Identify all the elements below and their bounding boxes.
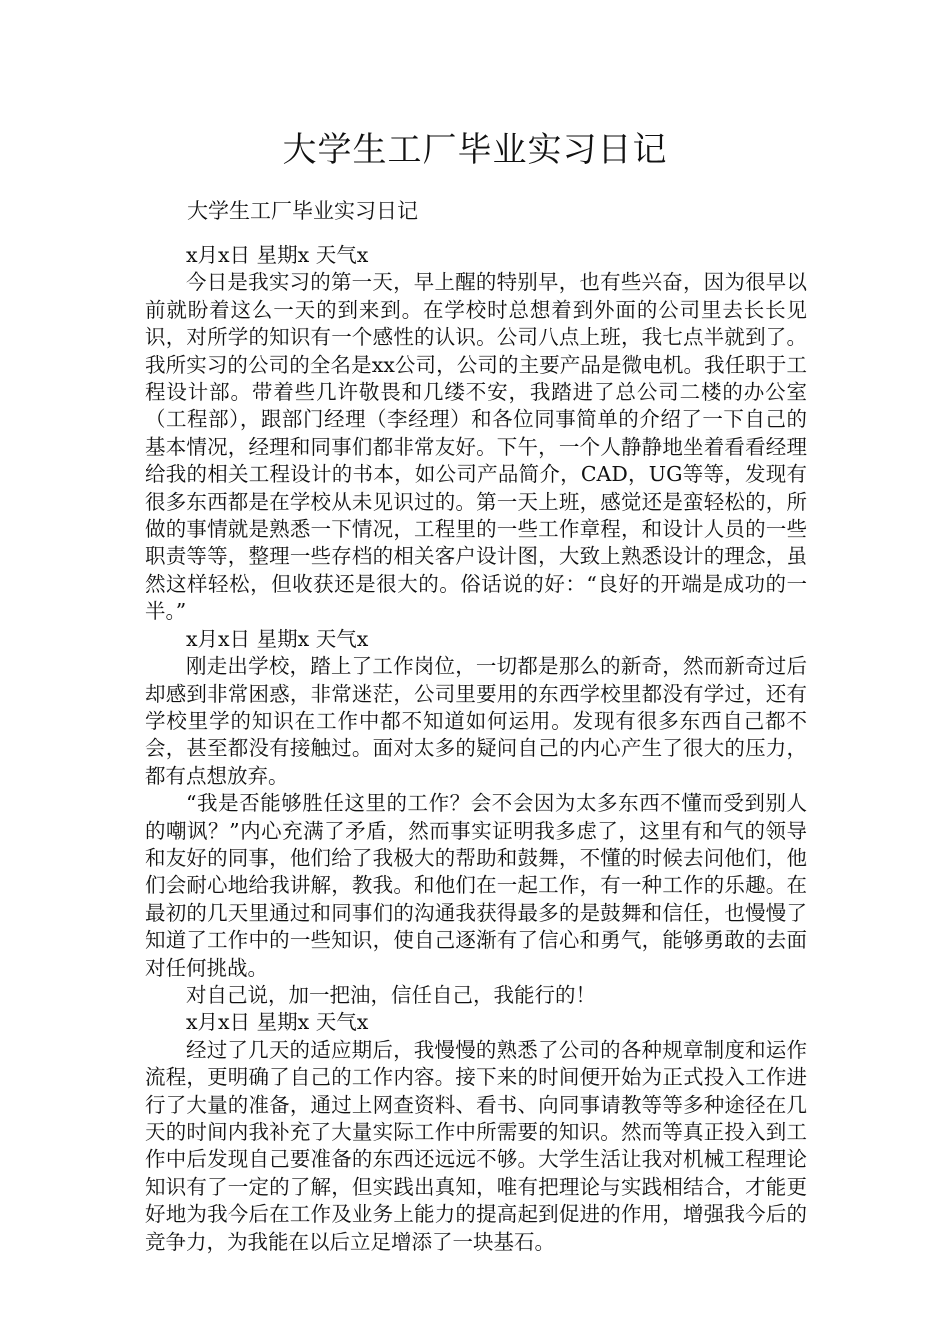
diary-date-1: x月x日 星期x 天气x	[186, 243, 369, 267]
diary-paragraph-1: 今日是我实习的第一天，早上醒的特别早，也有些兴奋，因为很早以前就盼着这么一天的到来到。在学校时总想着到外面的公司里去长长见识，对所学的知识有一个感性的认识。公司八点上班，我七点半就到了。我所实习的公司的全名是xx公司，公司的主要产品是微电机。我任职于工程设计部。带着些几许敬畏和几缕不安，我踏进了总公司二楼的办公室（工程部），跟部门经理（李经理）和各位同事简单的介绍了一下自己的基本情况，经理和同事们都非常友好。下午，一个人静静地坐着看看经理给我的相关工程设计的书本，如公司产品简介，CAD，UG等等，发现有很多东西都是在学校从未见识过的。第一天上班，感觉还是蛮轻松的，所做的事情就是熟悉一下情况，工程里的一些工作章程，和设计人员的一些职责等等，整理一些存档的相关客户设计图，大致上熟悉设计的理念，虽然这样轻松，但收获还是很大的。俗话说的好：“良好的开端是成功的一半。”	[145, 270, 807, 624]
document-body	[145, 196, 807, 1256]
document-title: 大学生工厂毕业实习日记	[282, 130, 668, 170]
document-subtitle: 大学生工厂毕业实习日记	[187, 199, 418, 223]
diary-paragraph-4: 对自己说，加一把油，信任自己，我能行的！	[186, 982, 596, 1007]
diary-paragraph-3: “我是否能够胜任这里的工作？会不会因为太多东西不懂而受到别人的嘲讽？”内心充满了矛盾，然而事实证明我多虑了，这里有和气的领导和友好的同事，他们给了我极大的帮助和鼓舞，不懂的时候去问他们，他们会耐心地给我讲解，教我。和他们在一起工作，有一种工作的乐趣。在最初的几天里通过和同事们的沟通我获得最多的是鼓舞和信任，也慢慢了知道了工作中的一些知识，使自己逐渐有了信心和勇气，能够勇敢的去面对任何挑战。	[145, 791, 807, 980]
diary-date-3: x月x日 星期x 天气x	[186, 1010, 369, 1035]
diary-paragraph-2: 刚走出学校，踏上了工作岗位，一切都是那么的新奇，然而新奇过后却感到非常困惑，非常迷茫，公司里要用的东西学校里都没有学过，还有学校里学的知识在工作中都不知道如何运用。发现有很多东西自己都不会，甚至都没有接触过。面对太多的疑问自己的内心产生了很大的压力，都有点想放弃。	[145, 654, 807, 788]
diary-date-2: x月x日 星期x 天气x	[186, 626, 369, 651]
diary-paragraph-5: 经过了几天的适应期后，我慢慢的熟悉了公司的各种规章制度和运作流程，更明确了自己的工作内容。接下来的时间便开始为正式投入工作进行了大量的准备，通过上网查资料、看书、向同事请教等等多种途径在几天的时间内我补充了大量实际工作中所需要的知识。然而等真正投入到工作中后发现自己要准备的东西还远远不够。大学生活让我对机械工程理论知识有了一定的了解，但实践出真知，唯有把理论与实践相结合，才能更好地为我今后在工作及业务上能力的提高起到促进的作用，增强我今后的竞争力，为我能在以后立足增添了一块基石。	[145, 1037, 807, 1254]
